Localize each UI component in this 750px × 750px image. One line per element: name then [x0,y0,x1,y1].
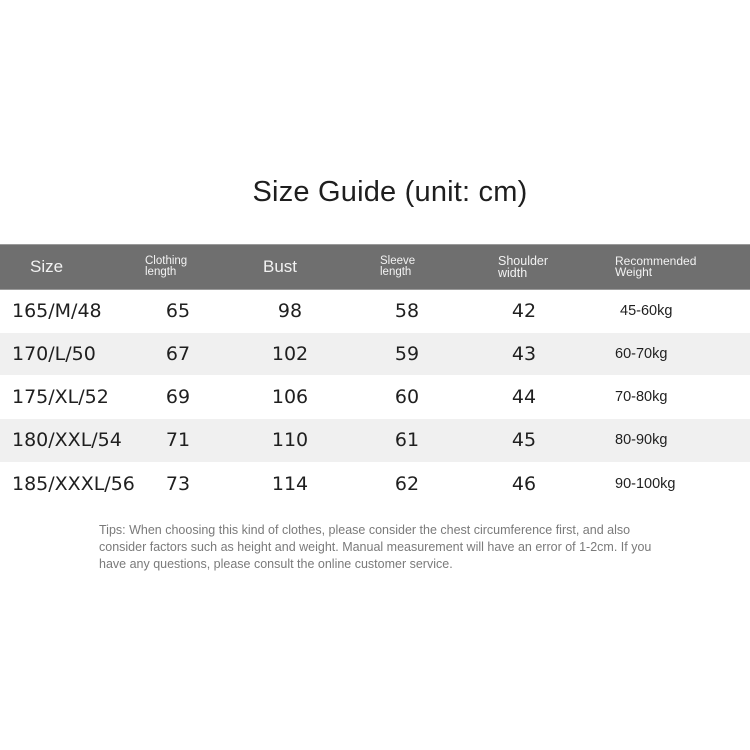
table-row [0,333,750,376]
size-cell: 185/XXXL/56 [12,472,135,495]
sleeve-cell: 58 [394,300,420,323]
header-bust: Bust [263,257,298,276]
table-row [0,375,750,419]
shoulder-cell: 46 [511,472,537,495]
header-shoulder-width: Shoulder width [498,254,549,280]
weight-cell: 90-100kg [615,475,676,492]
sleeve-cell: 60 [394,386,420,408]
table-row [0,290,750,333]
bust-cell: 106 [271,386,309,408]
header-recommended-weight: Recommended Weight [615,254,697,279]
tips-note: Tips: When choosing this kind of clothes, please consider the chest circumference first, and also consider factors such as height and weight. Manual measurement will have an error of 1-2cm. If you have any questions, please consult the online customer service. [99,523,652,571]
bust-cell: 114 [271,472,309,495]
size-cell: 165/M/48 [12,300,102,323]
bust-cell: 102 [271,342,309,365]
shoulder-cell: 43 [511,342,537,365]
size-table [0,244,750,506]
size-cell: 170/L/50 [12,342,96,365]
table-row [0,419,750,462]
header-sleeve-length: Sleeve length [380,255,416,278]
weight-cell: 70-80kg [615,389,668,405]
length-cell: 69 [165,386,191,408]
bust-cell: 98 [277,300,303,323]
size-cell: 180/XXL/54 [12,429,122,452]
shoulder-cell: 44 [511,386,537,408]
sleeve-cell: 62 [394,472,420,495]
header-clothing-length: Clothing length [145,255,188,278]
size-cell: 175/XL/52 [12,386,109,408]
length-cell: 71 [165,429,191,452]
shoulder-cell: 42 [511,300,537,323]
page-title: Size Guide (unit: cm) [252,176,528,208]
weight-cell: 60-70kg [615,345,668,362]
header-size: Size [30,257,64,276]
table-header [0,244,750,290]
sleeve-cell: 59 [394,342,420,365]
weight-cell: 80-90kg [615,432,668,449]
table-row [0,462,750,506]
length-cell: 65 [165,300,191,323]
length-cell: 67 [165,342,191,365]
weight-cell: 45-60kg [620,303,673,320]
length-cell: 73 [165,472,191,495]
bust-cell: 110 [271,429,309,452]
sleeve-cell: 61 [394,429,420,452]
shoulder-cell: 45 [511,429,537,452]
